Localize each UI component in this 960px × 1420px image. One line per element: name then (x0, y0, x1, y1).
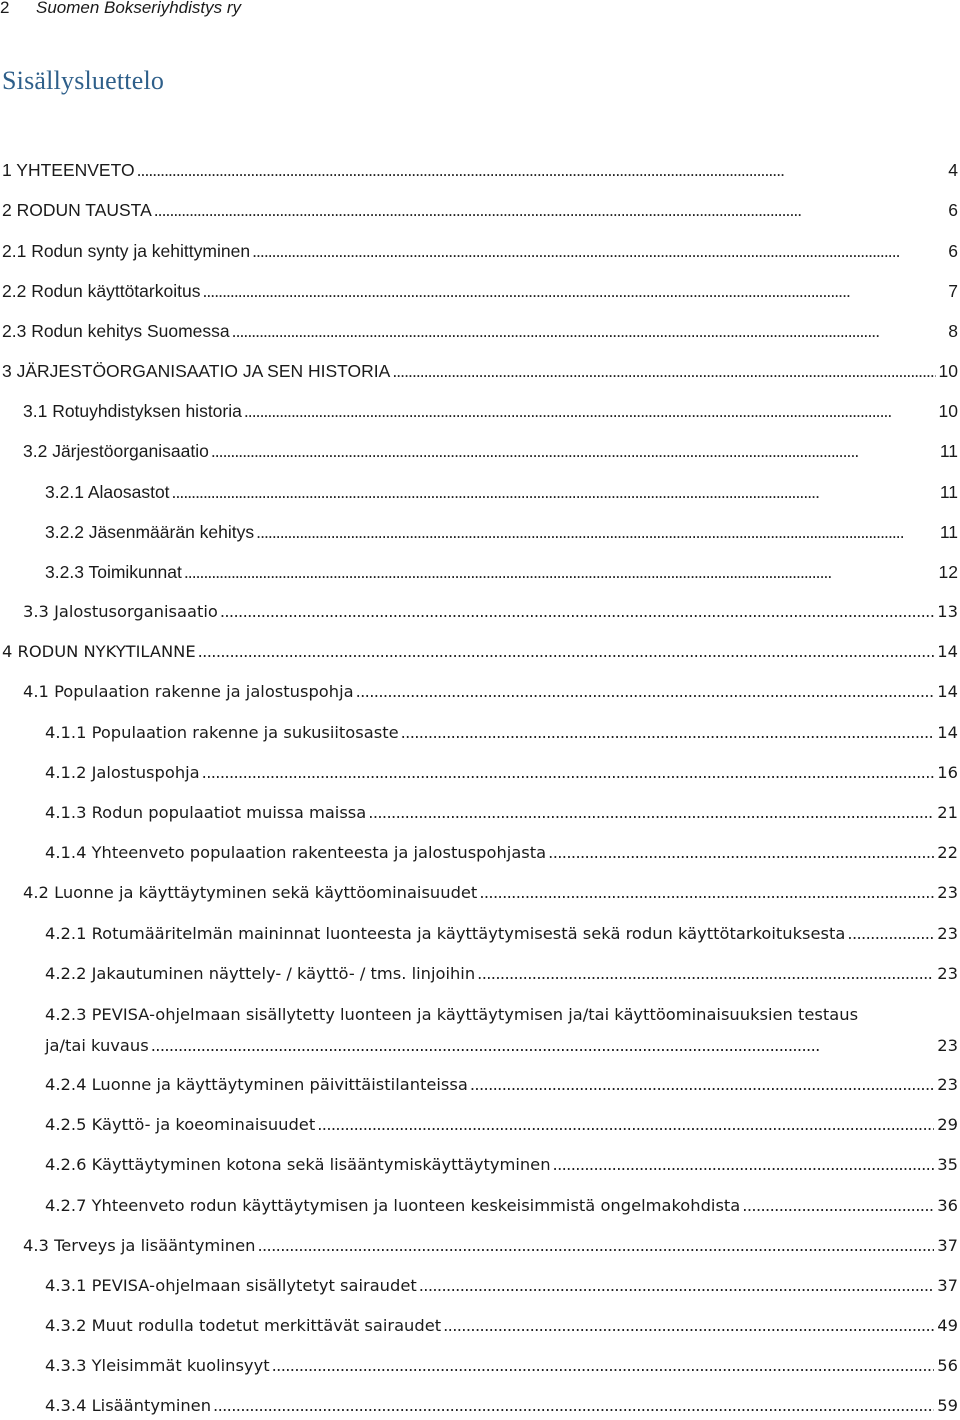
toc-entry[interactable] (45, 923, 958, 945)
toc-entry[interactable] (45, 1315, 958, 1337)
leader-dots (470, 1074, 934, 1096)
toc-entry[interactable] (2, 199, 958, 221)
toc-entry-label: 4.1.2 Jalostuspohja (45, 763, 200, 782)
toc-entry-page: 29 (937, 1115, 958, 1134)
toc-entry-page: 11 (939, 522, 958, 542)
toc-entry-page: 35 (937, 1155, 958, 1174)
toc-entry-label: 4.3 Terveys ja lisääntyminen (23, 1236, 256, 1255)
toc-entry-label: 4.2.4 Luonne ja käyttäytyminen päivittäistilanteissa (45, 1075, 468, 1094)
leader-dots (184, 561, 936, 583)
toc-entry-label: 3 JÄRJESTÖORGANISAATIO JA SEN HISTORIA (2, 361, 391, 381)
toc-entry-label: 3.2.2 Jäsenmäärän kehitys (45, 522, 255, 542)
toc-entry-page: 11 (939, 482, 958, 502)
toc-entry-page: 13 (937, 602, 958, 621)
toc-entry[interactable] (45, 561, 958, 583)
toc-entry-label: 4.1.1 Populaation rakenne ja sukusiitosaste (45, 723, 399, 742)
toc-entry-page: 6 (948, 241, 958, 261)
toc-entry-label: 3.3 Jalostusorganisaatio (23, 602, 218, 621)
leader-dots (392, 360, 935, 382)
toc-entry[interactable] (45, 802, 958, 824)
leader-dots (272, 1355, 935, 1377)
leader-dots (317, 1114, 934, 1136)
leader-dots (232, 320, 946, 342)
leader-dots (172, 481, 937, 503)
leader-dots (401, 722, 935, 744)
toc-entry-label: 4.2 Luonne ja käyttäytyminen sekä käyttöominaisuudet (23, 883, 478, 902)
toc-entry-label: 4.2.5 Käyttö- ja koeominaisuudet (45, 1115, 316, 1134)
toc-entry[interactable] (2, 320, 958, 342)
toc-entry-label: 3.2.1 Alaosastot (45, 482, 170, 502)
leader-dots (252, 240, 945, 262)
leader-dots (211, 440, 937, 462)
toc-entry[interactable] (2, 641, 958, 663)
toc-entry[interactable] (45, 842, 958, 864)
toc-entry[interactable] (23, 440, 958, 462)
toc-entry-label: 1 YHTEENVETO (2, 160, 135, 180)
leader-dots (151, 1030, 935, 1061)
toc-entry[interactable] (2, 280, 958, 302)
toc-entry[interactable] (45, 481, 958, 503)
leader-dots (847, 923, 934, 945)
leader-dots (548, 842, 934, 864)
toc-entry-label: 4.3.2 Muut rodulla todetut merkittävät sairaudet (45, 1316, 442, 1335)
toc-entry-page: 7 (948, 281, 958, 301)
toc-entry-label: 4.2.3 PEVISA-ohjelmaan sisällytetty luonteen ja käyttäytymisen ja/tai käyttöominaisuuksien testaus (45, 1005, 859, 1024)
toc-entry-page: 23 (937, 883, 958, 902)
toc-entry-page: 4 (948, 160, 958, 180)
toc-entry-page: 8 (948, 321, 958, 341)
toc-entry-page: 23 (937, 1075, 958, 1094)
toc-entry-page: 23 (937, 924, 958, 943)
toc-entry[interactable] (45, 963, 958, 985)
toc-entry-page: 16 (937, 763, 958, 782)
leader-dots (742, 1195, 934, 1217)
leader-dots (213, 1395, 934, 1417)
toc-entry-page: 14 (937, 723, 958, 742)
toc-entry-page: 37 (937, 1236, 958, 1255)
leader-dots (257, 1235, 934, 1257)
leader-dots (356, 681, 935, 703)
toc-entry-page: 14 (937, 682, 958, 701)
toc-entry-label: 4.2.7 Yhteenveto rodun käyttäytymisen ja luonteen keskeisimmistä ongelmakohdista (45, 1196, 741, 1215)
toc-entry-page: 49 (937, 1316, 958, 1335)
toc-entry-label: 4.3.4 Lisääntyminen (45, 1396, 212, 1415)
leader-dots (154, 199, 946, 221)
leader-dots (477, 963, 934, 985)
toc-entry-label: 4.3.1 PEVISA-ohjelmaan sisällytetyt sairaudet (45, 1276, 417, 1295)
toc-entry-label: 2.2 Rodun käyttötarkoitus (2, 281, 201, 301)
toc-entry[interactable] (45, 1114, 958, 1136)
toc-entry-label: 2.1 Rodun synty ja kehittyminen (2, 241, 251, 261)
toc-entry[interactable] (45, 1154, 958, 1176)
toc-entry-page: 21 (937, 803, 958, 822)
toc-entry-label: 4.3.3 Yleisimmät kuolinsyyt (45, 1356, 270, 1375)
toc-entry-label: 2 RODUN TAUSTA (2, 200, 152, 220)
leader-dots (198, 641, 935, 663)
toc-entry-page: 22 (937, 843, 958, 862)
toc-entry[interactable] (45, 1074, 958, 1096)
toc-entry-page: 37 (937, 1276, 958, 1295)
toc-entry[interactable] (45, 1195, 958, 1217)
toc-entry-label: 4 RODUN NYKYTILANNE (2, 642, 196, 661)
leader-dots (137, 159, 946, 181)
toc-entry-label: 4.2.1 Rotumääritelmän maininnat luonteesta ja käyttäytymisestä sekä rodun käyttötarkoituksesta (45, 924, 846, 943)
toc-entry[interactable] (23, 681, 958, 703)
toc-entry-page: 10 (938, 361, 958, 381)
toc-entry[interactable] (45, 1395, 958, 1417)
toc-entry-label-continued: ja/tai kuvaus (45, 1036, 149, 1055)
page-number: 2 (0, 0, 10, 17)
toc-entry[interactable] (23, 882, 958, 904)
document-title: Suomen Bokseriyhdistys ry (36, 0, 242, 17)
page-header (0, 0, 241, 18)
leader-dots (553, 1154, 935, 1176)
toc-entry-page: 23 (937, 1036, 958, 1055)
toc-entry-page: 56 (937, 1356, 958, 1375)
toc-entry-page: 23 (937, 964, 958, 983)
toc-entry-page: 12 (938, 562, 958, 582)
toc-entry[interactable] (45, 999, 958, 1061)
leader-dots (443, 1315, 934, 1337)
toc-entry-label: 4.2.6 Käyttäytyminen kotona sekä lisääntymiskäyttäytyminen (45, 1155, 551, 1174)
toc-entry[interactable] (2, 159, 958, 181)
toc-entry[interactable] (45, 762, 958, 784)
toc-entry[interactable] (23, 1235, 958, 1257)
toc-entry[interactable] (45, 722, 958, 744)
toc-title: Sisällysluettelo (2, 66, 165, 95)
toc-entry-label: 4.1 Populaation rakenne ja jalostuspohja (23, 682, 354, 701)
toc-entry-label: 4.1.4 Yhteenveto populaation rakenteesta ja jalostuspohjasta (45, 843, 547, 862)
toc-entry-page: 36 (937, 1196, 958, 1215)
leader-dots (220, 601, 934, 623)
toc-entry-label: 3.1 Rotuyhdistyksen historia (23, 401, 242, 421)
toc-entry-page: 59 (937, 1396, 958, 1415)
toc-entry-page: 10 (938, 401, 958, 421)
toc-entry[interactable] (45, 521, 958, 543)
leader-dots (368, 802, 934, 824)
toc-entry-page: 6 (948, 200, 958, 220)
leader-dots (256, 521, 937, 543)
toc-entry-page: 14 (937, 642, 958, 661)
toc-entry-label: 2.3 Rodun kehitys Suomessa (2, 321, 230, 341)
leader-dots (479, 882, 934, 904)
toc-entry[interactable] (45, 1275, 958, 1297)
toc-entry-label: 3.2.3 Toimikunnat (45, 562, 182, 582)
toc-entry[interactable] (23, 601, 958, 623)
toc-entry-label: 4.2.2 Jakautuminen näyttely- / käyttö- / tms. linjoihin (45, 964, 476, 983)
leader-dots (244, 400, 936, 422)
leader-dots (419, 1275, 935, 1297)
toc-entry-label: 3.2 Järjestöorganisaatio (23, 441, 209, 461)
toc-entry[interactable] (45, 1355, 958, 1377)
leader-dots (202, 280, 945, 302)
toc-entry[interactable] (2, 360, 958, 382)
toc-entry-page: 11 (939, 441, 958, 461)
leader-dots (202, 762, 935, 784)
toc-entry-label: 4.1.3 Rodun populaatiot muissa maissa (45, 803, 367, 822)
toc-entry[interactable] (2, 240, 958, 262)
toc-entry[interactable] (23, 400, 958, 422)
